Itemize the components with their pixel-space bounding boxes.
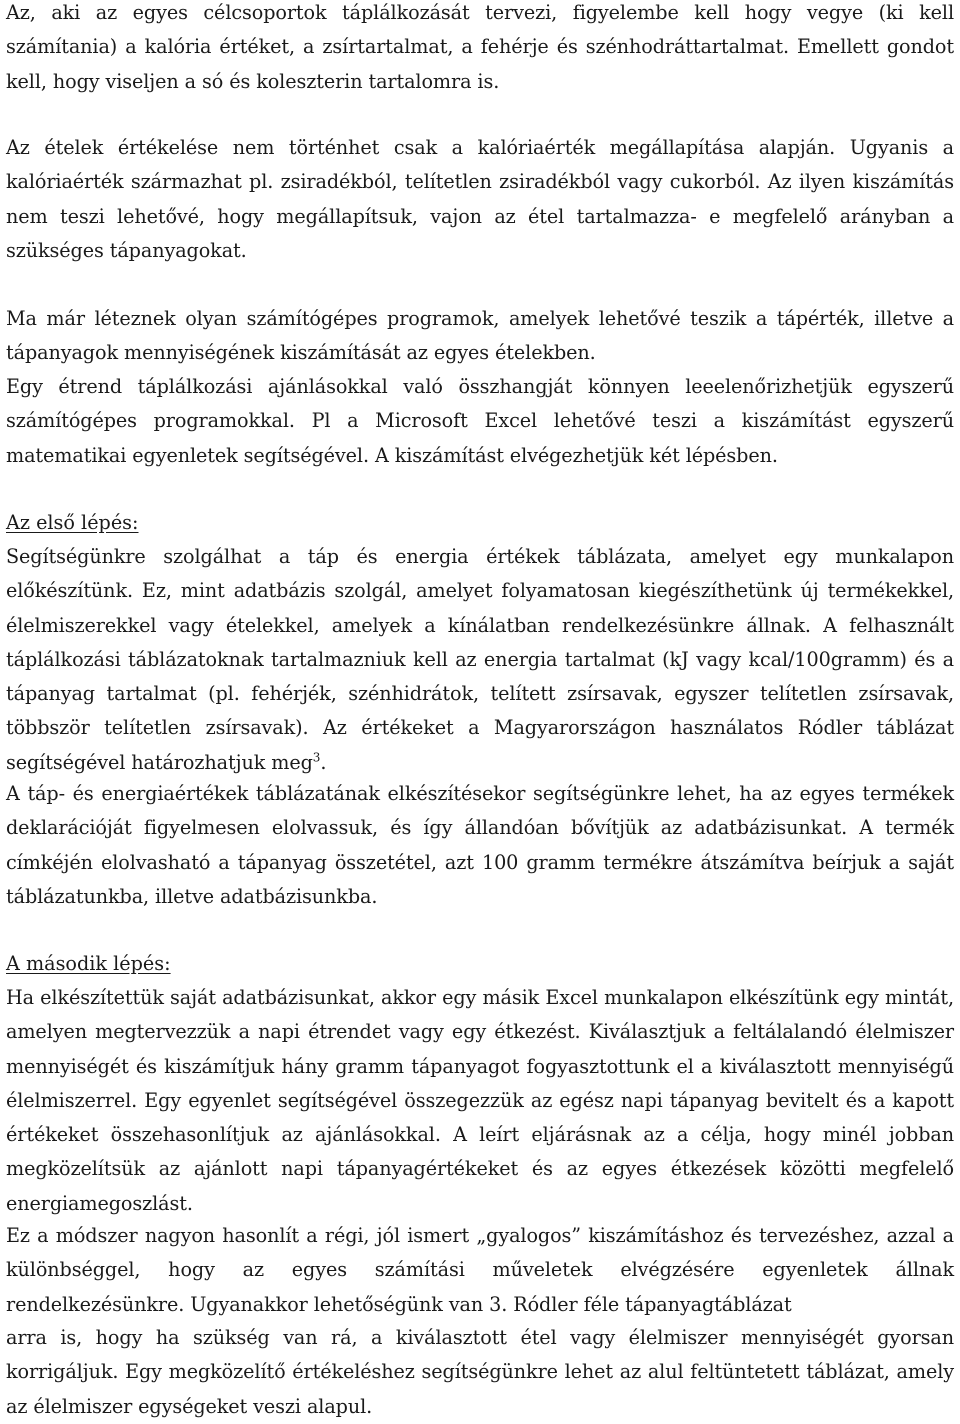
step2-heading: A második lépés: [6, 952, 171, 975]
paragraph-end: . [320, 750, 327, 774]
intro-paragraph-3 [6, 302, 954, 371]
paragraph-text [6, 540, 954, 780]
paragraph-text: Ha elkészítettük saját adatbázisunkat, akkor egy másik Excel munkalapon elkészítünk egy mintát, amelyen megtervezzük a napi étrendet vagy egy étkezést. Kiválasztjuk a feltálalandó élelmiszer mennyiségét és kiszámítjuk hány gramm tápanyagot fogyasztottunk el a kiválasztott mennyiségű élelmiszerrel. Egy egyenlet segítségével összegezzük az egész napi tápanyag bevitelt és a kapott értékeket összehasonlítjuk az ajánlásokkal. A leírt eljárásnak az a célja, hogy minél jobban megközelítsük az ajánlott napi tápanyagértékeket és az egyes étkezések közötti megfelelő energiamegoszlást. [6, 986, 954, 1215]
step1-heading: Az első lépés: [6, 511, 139, 534]
step1-paragraph-2 [6, 777, 954, 914]
paragraph-text: Egy étrend táplálkozási ajánlásokkal való összhangját könnyen leeelenőrizhetjük egyszerű számítógépes programokkal. Pl a Microsoft Excel lehetővé teszi a kiszámítást egyszerű matematikai egyenletek segítségével. A kiszámítást elvégezhetjük két lépésben. [6, 375, 954, 467]
paragraph-text: arra is, hogy ha szükség van rá, a kiválasztott étel vagy élelmiszer mennyiségét gyorsan korrigáljuk. Egy megközelítő értékeléshez segítségünkre lehet az alul feltüntetett táblázat, amely az élelmiszer egységeket veszi alapul. [6, 1326, 954, 1418]
step2-paragraph-1 [6, 981, 954, 1221]
step1-paragraph-1 [6, 540, 954, 780]
intro-paragraph-1 [6, 0, 954, 99]
paragraph-text: Ez a módszer nagyon hasonlít a régi, jól ismert „gyalogos” kiszámításhoz és tervezéshez, azzal a különbséggel, hogy az egyes számítási műveletek elvégzésére egyenletek állnak rendelkezésünkre. Ugyanakkor lehetőségünk van 3. Ródler féle tápanyagtáblázat [6, 1224, 954, 1316]
intro-paragraph-2 [6, 131, 954, 268]
intro-paragraph-4 [6, 370, 954, 473]
paragraph-text: Ma már léteznek olyan számítógépes programok, amelyek lehetővé teszik a tápérték, illetve a tápanyagok mennyiségének kiszámítását az egyes ételekben. [6, 307, 954, 365]
paragraph-text: Az, aki az egyes célcsoportok táplálkozását tervezi, figyelembe kell hogy vegye (ki kell számítania) a kalória értéket, a zsírtartalmat, a fehérje és szénhodráttartalmat. Emellett gondot kell, hogy viseljen a só és koleszterin tartalomra is. [6, 1, 954, 93]
step1-heading-block [6, 506, 954, 540]
step2-paragraph-2 [6, 1219, 954, 1322]
paragraph-main: Segítségünkre szolgálhat a táp és energia értékek táblázata, amelyet egy munkalapon előkészítünk. Ez, mint adatbázis szolgál, amelyet folyamatosan kiegészíthetünk új termékekkel, élelmiszerekkel vagy ételekkel, amelyek a kínálatban rendelkezésünkre állnak. A felhasznált táplálkozási táblázatoknak tartalmazniuk kell az energia tartalmat (kJ vagy kcal/100gramm) és a tápanyag tartalmat (pl. fehérjék, szénhidrátok, telített zsírsavak, egyszer telítetlen zsírsavak, többször telítetlen zsírsavak). Az értékeket a Magyarországon használatos Ródler táblázat segítségével határozhatjuk meg [6, 545, 954, 774]
paragraph-text: A táp- és energiaértékek táblázatának elkészítésekor segítségünkre lehet, ha az egyes termékek deklarációját figyelmesen elolvassuk, és így állandóan bővítjük az adatbázisunkat. A termék címkéjén elolvasható a tápanyag összetétel, azt 100 gramm termékre átszámítva beírjuk a saját táblázatunkba, illetve adatbázisunkba. [6, 782, 954, 908]
step2-paragraph-3 [6, 1321, 954, 1424]
footnote-marker: 3 [312, 750, 321, 765]
step2-heading-block [6, 947, 954, 981]
paragraph-text: Az ételek értékelése nem történhet csak a kalóriaérték megállapítása alapján. Ugyanis a kalóriaérték származhat pl. zsiradékból, telítetlen zsiradékból vagy cukorból. Az ilyen kiszámítás nem teszi lehetővé, hogy megállapítsuk, vajon az étel tartalmazza- e megfelelő arányban a szükséges tápanyagokat. [6, 136, 954, 262]
